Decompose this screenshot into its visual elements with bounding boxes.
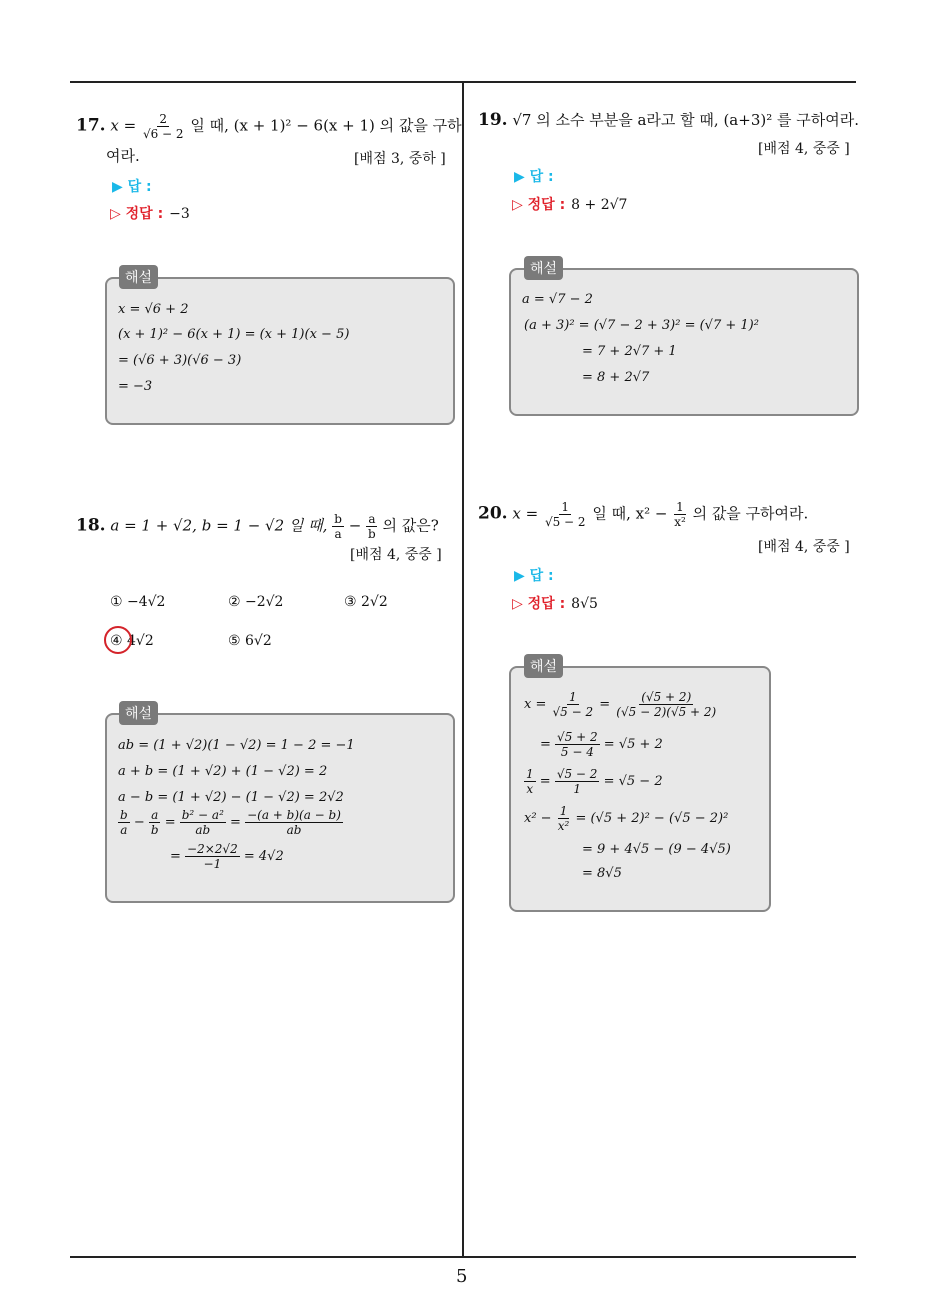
q20-e3-f1 (524, 767, 536, 796)
q19-explain-tag: 해설 (524, 256, 563, 280)
q19-correct-value: 8 + 2√7 (571, 197, 628, 213)
q18-explain-line4 (118, 808, 343, 837)
q19-explain-box (509, 268, 859, 416)
q20-meta: [배점 4, 중중 ] (758, 539, 850, 555)
q18-choice-2[interactable]: ② −2√2 (228, 594, 284, 610)
q18-e5-fn: −2×2√2 (187, 842, 238, 856)
q17-frac-num: 2 (159, 112, 168, 126)
q19-answer-label: ▶ 답 : (514, 169, 554, 185)
q18-e4-f3d: ab (195, 823, 211, 837)
q20-explain-line1 (524, 690, 718, 719)
q20-explain-tag: 해설 (524, 654, 563, 678)
q18-meta: [배점 4, 중중 ] (350, 547, 442, 563)
q18-selected-mark (104, 626, 132, 654)
q17-correct-label: ▷ 정답 : (110, 206, 164, 222)
q20-explain-line3 (524, 767, 663, 796)
q18-explain-line: a − b = (1 + √2) − (1 − √2) = 2√2 (118, 790, 344, 805)
q17-correct (110, 203, 190, 223)
q20-correct (512, 593, 598, 613)
bottom-rule (70, 1256, 856, 1258)
q17-explain-line: x = √6 + 2 (118, 302, 189, 317)
q18-frac2-num: a (368, 512, 376, 526)
q20-e2-frac (555, 730, 600, 759)
q19-explain-line: a = √7 − 2 (522, 292, 593, 307)
q20-explain-line4 (524, 804, 728, 833)
q18-frac2 (366, 512, 378, 541)
q20-e3-fn: 1 (526, 767, 534, 781)
q20-e4-rest: = (√5 + 2)² − (√5 − 2)² (575, 811, 729, 826)
q19-correct-label: ▷ 정답 : (512, 197, 566, 213)
q20-correct-label: ▷ 정답 : (512, 596, 566, 612)
q20-e3-fd: x (526, 782, 534, 796)
q18-e4-f1d: a (120, 823, 128, 837)
q17-explain-line: = −3 (118, 379, 153, 394)
q20-frac1-den: √5 − 2 (544, 515, 586, 529)
q19-explain-line: (a + 3)² = (√7 − 2 + 3)² = (√7 + 1)² (524, 318, 759, 333)
q20-frac1 (543, 500, 588, 529)
q18-e4-f2n: a (151, 808, 159, 822)
q20-e3-f2n: √5 − 2 (556, 767, 598, 781)
q20-e2-fd: 5 − 4 (560, 745, 594, 759)
q20-e1-f2n: (√5 + 2) (641, 690, 692, 704)
q18-e4-f1 (118, 808, 130, 837)
q20-answer-label: ▶ 답 : (514, 568, 554, 584)
q20-e1-fn: 1 (568, 690, 577, 704)
q17-stem-line2: 여라. (106, 147, 140, 165)
q18-minus: − (348, 516, 362, 535)
q17-answer-label: ▶ 답 : (112, 179, 152, 195)
q20-e4-fd: x² (557, 819, 570, 833)
q20-e2-rest: = √5 + 2 (603, 737, 663, 752)
q20-e3-rest: = √5 − 2 (603, 774, 663, 789)
q19-stem (478, 110, 859, 130)
q19-stem-text: √7 의 소수 부분을 a라고 할 때, (a+3)² 를 구하여라. (512, 111, 859, 129)
q20-e4-frac (556, 804, 572, 833)
q18-explain-line: a + b = (1 + √2) + (1 − √2) = 2 (118, 764, 328, 779)
q20-e2-fn: √5 + 2 (557, 730, 598, 744)
q20-e3-f2 (555, 767, 600, 796)
q20-number: 20. (478, 503, 508, 524)
q20-explain-line6: = 8√5 (582, 866, 622, 881)
q20-explain-line2 (540, 730, 663, 759)
q17-correct-value: −3 (169, 206, 190, 222)
q18-e5-fd: −1 (203, 857, 222, 871)
q17-number: 17. (76, 115, 106, 136)
q18-e4-minus: − (133, 815, 145, 830)
q18-explain-line5 (170, 842, 284, 871)
q20-stem-end: 의 값을 구하여라. (692, 504, 809, 523)
q20-e4-lead: x² − (524, 811, 552, 826)
q17-explain-tag: 해설 (119, 265, 158, 289)
q18-e4-f1n: b (120, 808, 128, 822)
q17-stem (76, 112, 462, 141)
q18-number: 18. (76, 515, 106, 536)
q20-e1-fd: √5 − 2 (552, 705, 594, 719)
q18-choice-4[interactable]: ④ 4√2 (110, 633, 154, 649)
q20-correct-value: 8√5 (571, 596, 598, 612)
q18-e4-f3n: b² − a² (181, 808, 224, 822)
q18-explain-tag: 해설 (119, 701, 158, 725)
q18-frac1-den: a (334, 527, 342, 541)
q20-e2-eq: = (540, 737, 551, 752)
q18-e4-f4 (245, 808, 343, 837)
q18-frac1-num: b (334, 512, 342, 526)
q18-choice-5[interactable]: ⑤ 6√2 (228, 633, 272, 649)
q18-explain-line: ab = (1 + √2)(1 − √2) = 1 − 2 = −1 (118, 738, 355, 753)
q18-e4-eq: = (164, 815, 176, 830)
q20-e1-f2d: (√5 − 2)(√5 + 2) (616, 705, 717, 719)
q20-e1-f1 (551, 690, 596, 719)
q18-e4-f4d: ab (286, 823, 302, 837)
q19-explain-line: = 7 + 2√7 + 1 (582, 344, 677, 359)
q20-e1-f2 (614, 690, 718, 719)
q20-stem (478, 500, 808, 529)
q20-frac2-num: 1 (676, 500, 684, 514)
q20-frac2-den: x² (674, 515, 686, 529)
q17-explain-box (105, 277, 455, 425)
q20-stem-lead: x = (512, 504, 539, 523)
q19-number: 19. (478, 110, 508, 130)
q17-fraction (141, 112, 186, 141)
q18-e4-f2 (149, 808, 161, 837)
q20-e3-f2d: 1 (573, 782, 581, 796)
q18-stem-end: 의 값은? (382, 516, 439, 535)
q20-frac1-num: 1 (561, 500, 570, 514)
q18-e4-eq2: = (230, 815, 241, 830)
q20-stem-mid: 일 때, x² − (592, 504, 668, 523)
q19-correct (512, 194, 627, 214)
page-number: 5 (456, 1266, 468, 1287)
q18-e4-f4n: −(a + b)(a − b) (247, 808, 341, 822)
q17-stem-rest: 일 때, (x + 1)² − 6(x + 1) 의 값을 구하 (190, 116, 462, 135)
q17-explain-line: = (√6 + 3)(√6 − 3) (118, 353, 242, 368)
q18-e5-rest: = 4√2 (243, 849, 284, 864)
q20-e1-lead: x = (524, 697, 547, 712)
q18-e4-f2d: b (150, 823, 159, 837)
q17-meta: [배점 3, 중하 ] (354, 151, 446, 167)
q20-frac2 (672, 500, 688, 529)
q18-stem (76, 512, 439, 541)
q19-explain-line: = 8 + 2√7 (582, 370, 650, 385)
q20-e3-eq: = (539, 774, 551, 789)
column-divider (462, 83, 464, 1258)
q17-frac-den: √6 − 2 (142, 127, 184, 141)
q17-explain-line: (x + 1)² − 6(x + 1) = (x + 1)(x − 5) (118, 327, 350, 342)
q18-e4-f3 (180, 808, 226, 837)
q18-stem-text: a = 1 + √2, b = 1 − √2 일 때, (110, 516, 328, 535)
q20-e1-eq: = (599, 697, 611, 712)
q18-choice-1[interactable]: ① −4√2 (110, 594, 166, 610)
q20-explain-line5: = 9 + 4√5 − (9 − 4√5) (582, 842, 731, 857)
q17-stem-lead: x = (110, 116, 137, 135)
q20-e4-fn: 1 (559, 804, 568, 818)
q18-frac1 (332, 512, 344, 541)
q18-frac2-den: b (368, 527, 376, 541)
q18-e5-eq: = (170, 849, 181, 864)
q19-meta: [배점 4, 중중 ] (758, 141, 850, 157)
q18-choice-3[interactable]: ③ 2√2 (344, 594, 388, 610)
q18-e5-frac (185, 842, 240, 871)
